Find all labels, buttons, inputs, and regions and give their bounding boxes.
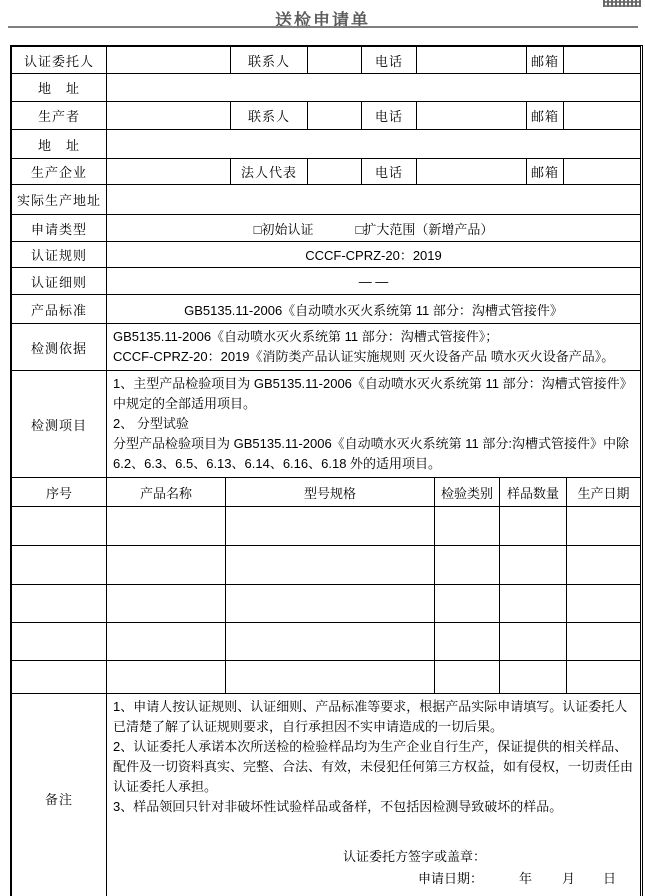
- product-cell[interactable]: [12, 661, 107, 694]
- application-form-table: [10, 45, 643, 896]
- col-header-sample-qty: 样品数量: [500, 478, 567, 507]
- test-items-value: [107, 371, 641, 478]
- checkbox-initial-certification[interactable]: □初始认证: [253, 221, 314, 237]
- application-type-cell: [107, 215, 641, 242]
- product-cell[interactable]: [226, 623, 435, 661]
- product-cell[interactable]: [226, 661, 435, 694]
- product-cell[interactable]: [567, 546, 641, 585]
- product-cell[interactable]: [107, 623, 226, 661]
- certification-detail-label: 认证细则: [12, 268, 107, 295]
- test-items-line2: 2、 分型试验: [113, 416, 189, 431]
- signature-line: [343, 847, 634, 867]
- test-basis-line1: GB5135.11-2006《自动喷水灭火系统第 11 部分：沟槽式管接件》；: [113, 329, 499, 344]
- application-date-line: [418, 869, 634, 889]
- table-row: [12, 74, 641, 102]
- manufacturer-email-label: 邮箱: [527, 159, 564, 185]
- producer-email-label: 邮箱: [527, 102, 564, 130]
- product-header-row: [12, 478, 641, 507]
- product-cell[interactable]: [435, 507, 500, 546]
- product-list-table: [11, 477, 641, 694]
- applicant-address-cell[interactable]: [107, 74, 641, 102]
- applicant-address-label: 地 址: [12, 74, 107, 102]
- product-cell[interactable]: [12, 546, 107, 585]
- test-items-label: 检测项目: [12, 371, 107, 478]
- col-header-product-name: 产品名称: [107, 478, 226, 507]
- info-table: [11, 46, 641, 478]
- producer-contact-label: 联系人: [231, 102, 308, 130]
- product-cell[interactable]: [500, 661, 567, 694]
- product-cell[interactable]: [12, 507, 107, 546]
- product-cell[interactable]: [226, 585, 435, 623]
- checkbox-expand-scope[interactable]: □扩大范围（新增产品）: [355, 221, 494, 237]
- applicant-email-cell[interactable]: [564, 47, 641, 74]
- day-label: 日: [603, 871, 617, 886]
- product-row: [12, 585, 641, 623]
- product-cell[interactable]: [567, 661, 641, 694]
- table-row: [12, 159, 641, 185]
- product-cell[interactable]: [12, 585, 107, 623]
- col-header-seq: 序号: [12, 478, 107, 507]
- remark-label: 备注: [12, 694, 107, 896]
- product-standard-label: 产品标准: [12, 295, 107, 324]
- remark-line1: 1、申请人按认证规则、认证细则、产品标准等要求，根据产品实际申请填写。认证委托人已清楚了解了认证规则要求，自行承担因不实申请造成的一切后果。: [113, 699, 628, 734]
- table-row: [12, 268, 641, 295]
- table-row: [12, 324, 641, 371]
- product-cell[interactable]: [226, 546, 435, 585]
- product-cell[interactable]: [567, 585, 641, 623]
- table-row: [12, 215, 641, 242]
- col-header-model-spec: 型号规格: [226, 478, 435, 507]
- application-type-label: 申请类型: [12, 215, 107, 242]
- producer-label: 生产者: [12, 102, 107, 130]
- product-cell[interactable]: [435, 546, 500, 585]
- month-label: 月: [562, 871, 576, 886]
- table-row: [12, 130, 641, 159]
- certification-detail-value: — —: [107, 268, 641, 295]
- product-cell[interactable]: [567, 507, 641, 546]
- product-cell[interactable]: [107, 546, 226, 585]
- test-basis-value: [107, 324, 641, 371]
- producer-email-cell[interactable]: [564, 102, 641, 130]
- product-cell[interactable]: [500, 546, 567, 585]
- remark-content: [107, 694, 641, 896]
- applicant-email-label: 邮箱: [527, 47, 564, 74]
- table-row: [12, 295, 641, 324]
- product-cell[interactable]: [500, 585, 567, 623]
- page-title: 送检申请单: [275, 11, 370, 30]
- product-row: [12, 661, 641, 694]
- product-cell[interactable]: [500, 623, 567, 661]
- manufacturer-value-cell[interactable]: [107, 159, 231, 185]
- test-basis-label: 检测依据: [12, 324, 107, 371]
- producer-phone-label: 电话: [362, 102, 417, 130]
- remark-table: [11, 693, 641, 896]
- producer-phone-cell[interactable]: [417, 102, 527, 130]
- col-header-production-date: 生产日期: [567, 478, 641, 507]
- manufacturer-label: 生产企业: [12, 159, 107, 185]
- manufacturer-phone-label: 电话: [362, 159, 417, 185]
- manufacturer-legal-rep-label: 法人代表: [231, 159, 308, 185]
- table-row: [12, 371, 641, 478]
- remark-line3: 3、样品领回只针对非破坏性试验样品或备样，不包括因检测导致破坏的样品。: [113, 799, 563, 814]
- col-header-test-category: 检验类别: [435, 478, 500, 507]
- table-row: [12, 242, 641, 268]
- product-row: [12, 546, 641, 585]
- date-label: 申请日期：: [418, 871, 484, 886]
- applicant-phone-cell[interactable]: [417, 47, 527, 74]
- product-cell[interactable]: [435, 585, 500, 623]
- certification-rule-value: CCCF-CPRZ-20：2019: [107, 242, 641, 268]
- applicant-contact-cell[interactable]: [308, 47, 362, 74]
- title-divider: [8, 26, 638, 28]
- remark-row: [12, 694, 641, 896]
- table-row: [12, 102, 641, 130]
- certification-rule-label: 认证规则: [12, 242, 107, 268]
- manufacturer-email-cell[interactable]: [564, 159, 641, 185]
- table-row: [12, 47, 641, 74]
- actual-address-cell[interactable]: [107, 185, 641, 215]
- product-cell[interactable]: [500, 507, 567, 546]
- test-items-line1: 1、主型产品检验项目为 GB5135.11-2006《自动喷水灭火系统第 11 部分：沟槽式管接件》中规定的全部适用项目。: [113, 376, 633, 411]
- product-row: [12, 623, 641, 661]
- product-cell[interactable]: [12, 623, 107, 661]
- product-row: [12, 507, 641, 546]
- product-cell[interactable]: [435, 623, 500, 661]
- remark-line2: 2、认证委托人承诺本次所送检的检验样品均为生产企业自行生产，保证提供的相关样品、配件及一切资料真实、完整、合法、有效，未侵犯任何第三方权益，如有侵权，一切责任由认证委托人承担。: [113, 739, 634, 794]
- product-cell[interactable]: [226, 507, 435, 546]
- producer-contact-cell[interactable]: [308, 102, 362, 130]
- product-cell[interactable]: [567, 623, 641, 661]
- product-standard-value: GB5135.11-2006《自动喷水灭火系统第 11 部分：沟槽式管接件》: [107, 295, 641, 324]
- actual-address-label: 实际生产地址: [12, 185, 107, 215]
- test-items-line3: 分型产品检验项目为 GB5135.11-2006《自动喷水灭火系统第 11 部分:沟槽式管接件》中除6.2、6.3、6.5、6.13、6.14、6.16、6.18 外的适用项目。: [113, 436, 630, 471]
- manufacturer-phone-cell[interactable]: [417, 159, 527, 185]
- producer-address-label: 地 址: [12, 130, 107, 159]
- applicant-phone-label: 电话: [362, 47, 417, 74]
- applicant-value-cell[interactable]: [107, 47, 231, 74]
- applicant-contact-label: 联系人: [231, 47, 308, 74]
- product-cell[interactable]: [107, 507, 226, 546]
- year-label: 年: [519, 871, 533, 886]
- product-cell[interactable]: [107, 585, 226, 623]
- manufacturer-legal-rep-cell[interactable]: [308, 159, 362, 185]
- applicant-label: 认证委托人: [12, 47, 107, 74]
- test-basis-line2: CCCF-CPRZ-20：2019《消防类产品认证实施规则 灭火设备产品 喷水灭火设备产品》。: [113, 349, 615, 364]
- table-row: [12, 185, 641, 215]
- producer-value-cell[interactable]: [107, 102, 231, 130]
- producer-address-cell[interactable]: [107, 130, 641, 159]
- product-cell[interactable]: [107, 661, 226, 694]
- product-cell[interactable]: [435, 661, 500, 694]
- signature-label: 认证委托方签字或盖章：: [343, 849, 487, 864]
